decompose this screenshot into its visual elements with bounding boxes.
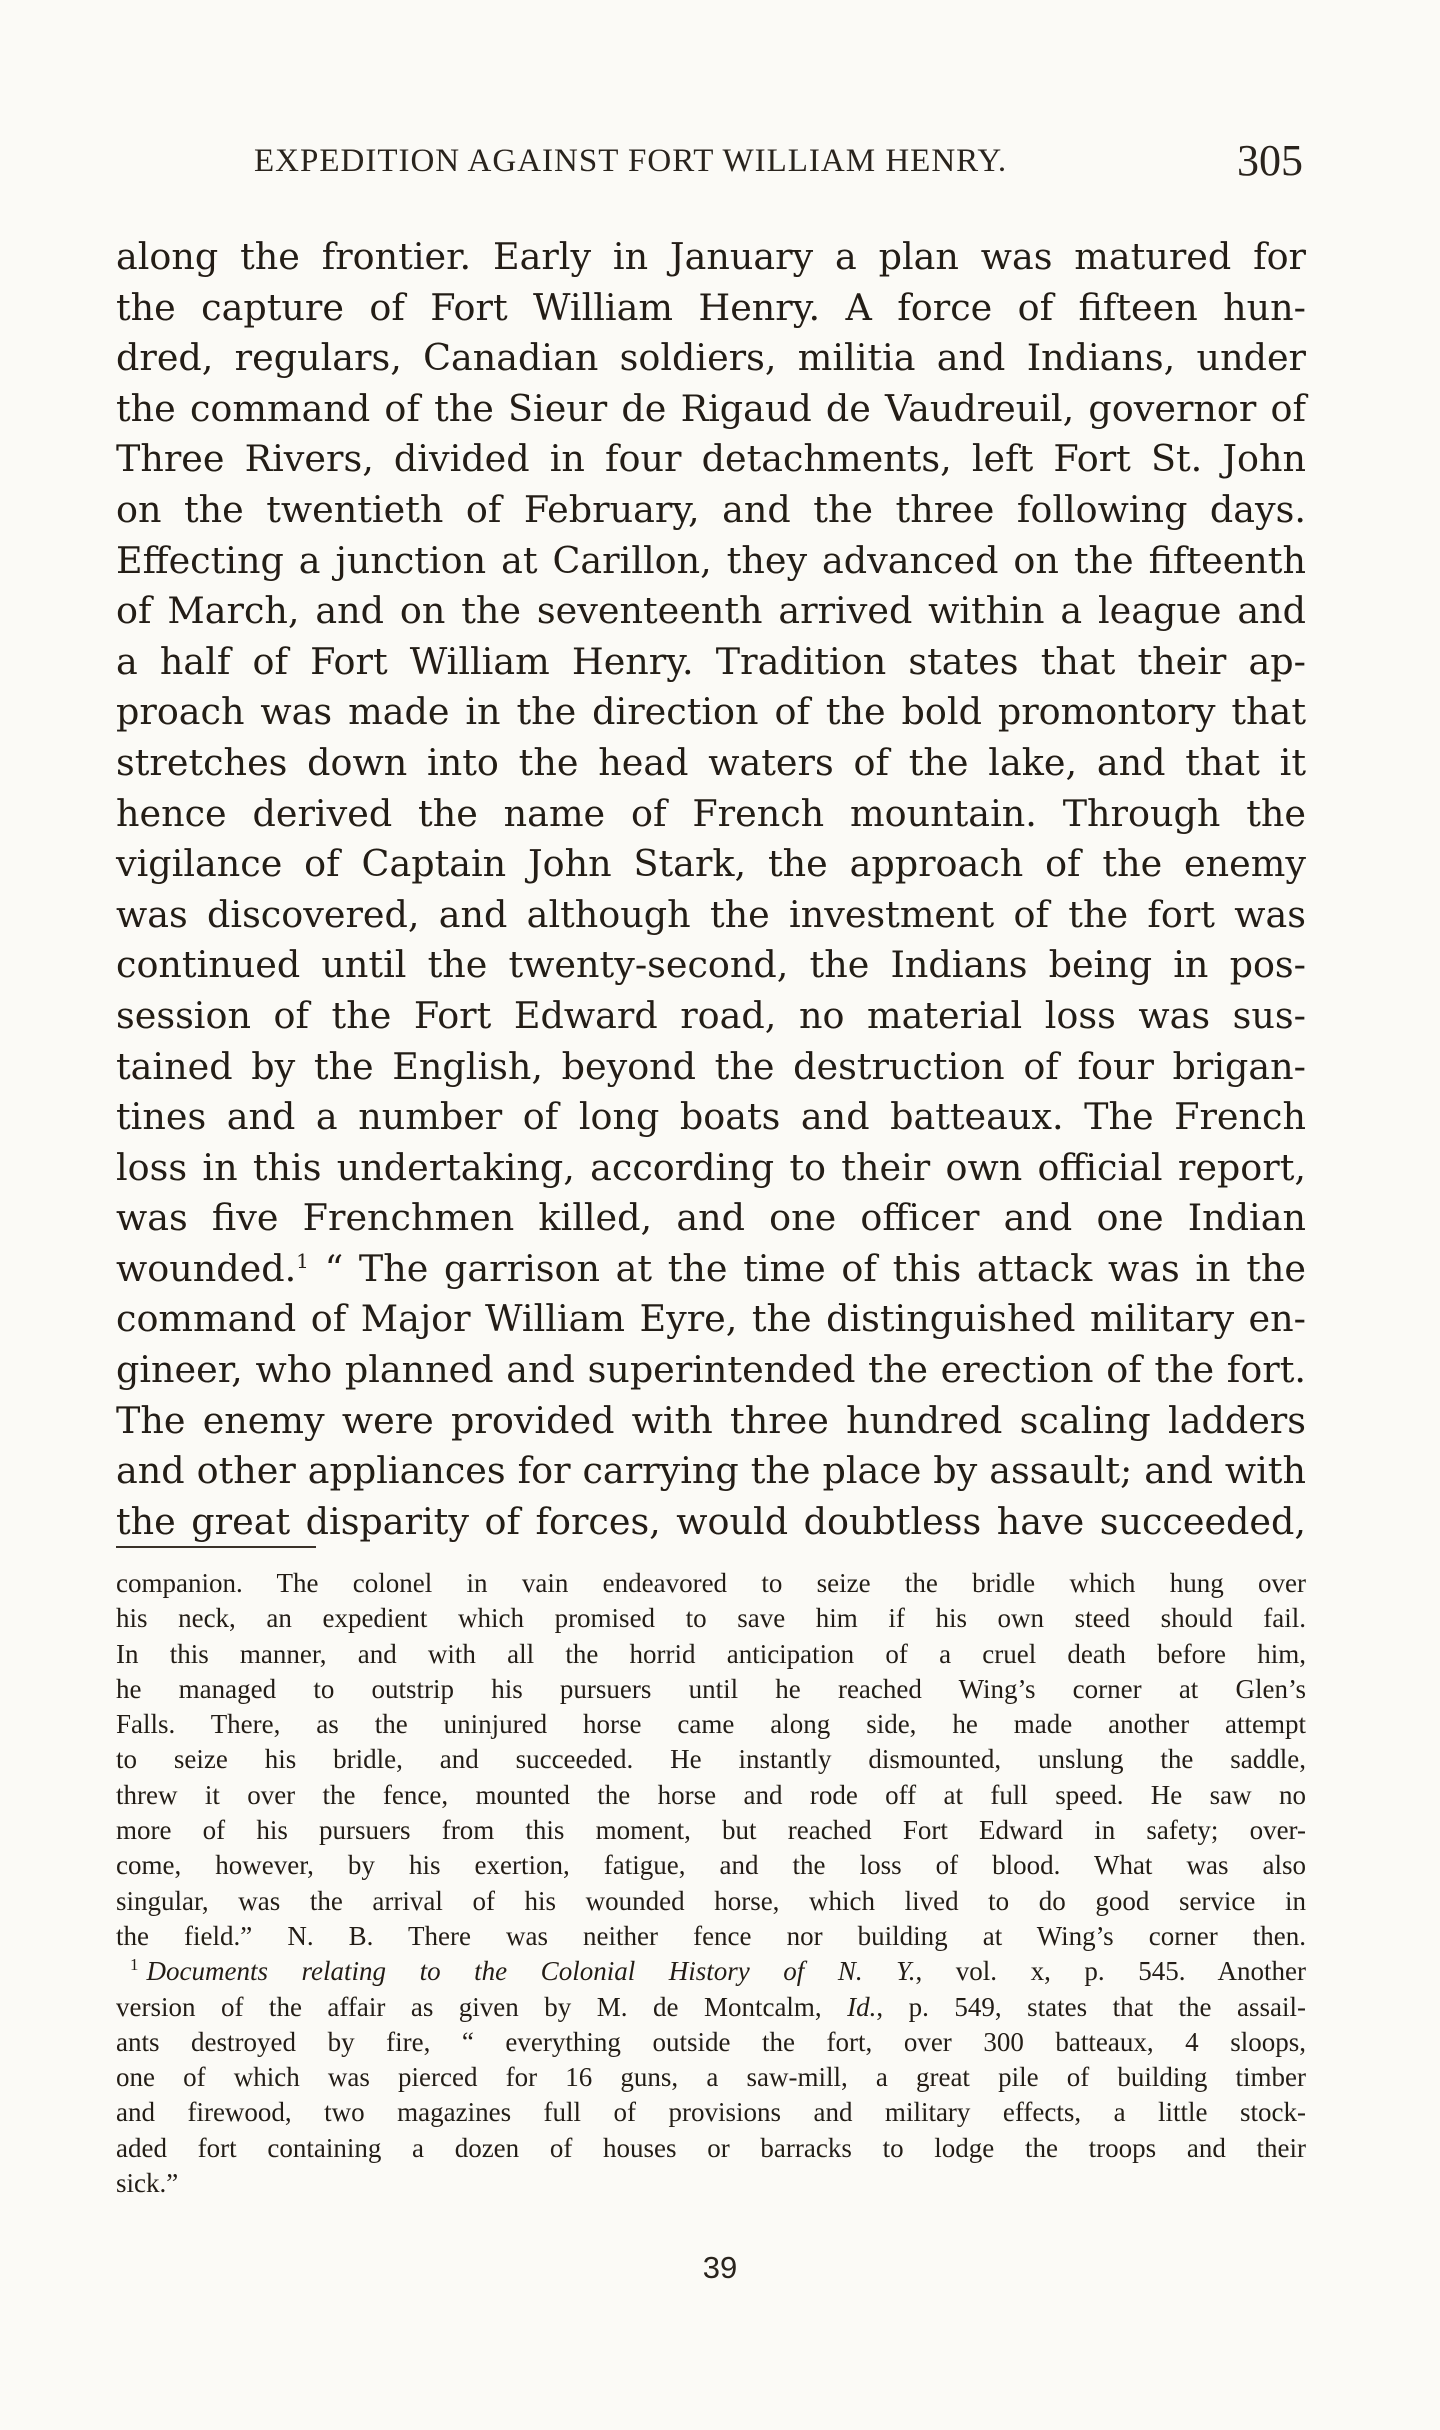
text-fragment: , vol. x, p. 545. Another bbox=[915, 1956, 1306, 1987]
text-line: vigilance of Captain John Stark, the approach of the enemy bbox=[116, 842, 1306, 886]
footnote-marker: 1 bbox=[130, 1955, 139, 1975]
text-fragment: version of the affair as given by M. de Montcalm, bbox=[116, 1991, 848, 2022]
footnote-line: his neck, an expedient which promised to save him if his own steed should fail. bbox=[116, 1603, 1306, 1634]
footnote-line: Falls. There, as the uninjured horse came along side, he made another attempt bbox=[116, 1709, 1306, 1740]
text-line: the capture of Fort William Henry. A force of fifteen hun- bbox=[116, 285, 1306, 329]
text-line: was five Frenchmen killed, and one officer and one Indian bbox=[116, 1196, 1306, 1240]
text-line: The enemy were provided with three hundred scaling ladders bbox=[116, 1398, 1306, 1442]
footnote-line: ants destroyed by fire, “ everything outside the fort, over 300 batteaux, 4 sloops, bbox=[116, 2026, 1306, 2057]
page-number: 305 bbox=[1237, 136, 1303, 185]
footnote-line: come, however, by his exertion, fatigue, and the loss of blood. What was also bbox=[116, 1850, 1306, 1881]
footnote-line: the field.” N. B. There was neither fence nor building at Wing’s corner then. bbox=[116, 1920, 1306, 1951]
text-fragment: , p. 549, states that the assail- bbox=[876, 1991, 1306, 2022]
text-line: command of Major William Eyre, the distinguished military en- bbox=[116, 1297, 1306, 1341]
footnote-line: he managed to outstrip his pursuers until he reached Wing’s corner at Glen’s bbox=[116, 1673, 1306, 1704]
text-line: hence derived the name of French mountain. Through the bbox=[116, 791, 1306, 835]
running-title: EXPEDITION AGAINST FORT WILLIAM HENRY. bbox=[254, 143, 1008, 179]
text-line: tines and a number of long boats and batteaux. The French bbox=[116, 1095, 1306, 1139]
footnote-divider bbox=[116, 1546, 316, 1548]
text-line: along the frontier. Early in January a plan was matured for bbox=[116, 235, 1306, 278]
footnote-line: aded fort containing a dozen of houses or barracks to lodge the troops and their bbox=[116, 2132, 1306, 2163]
text-line: the great disparity of forces, would doubtless have succeeded, bbox=[116, 1499, 1306, 1543]
footnote-line: In this manner, and with all the horrid anticipation of a cruel death before him, bbox=[116, 1638, 1306, 1669]
footnote-line: one of which was pierced for 16 guns, a saw-mill, a great pile of building timber bbox=[116, 2062, 1306, 2093]
footnote-line bbox=[116, 1990, 1306, 2025]
text-line: proach was made in the direction of the bold promontory that bbox=[116, 690, 1306, 734]
text-line: gineer, who planned and superintended the erection of the fort. bbox=[116, 1348, 1306, 1392]
text-line: was discovered, and although the investment of the fort was bbox=[116, 892, 1306, 936]
footnote-line: to seize his bridle, and succeeded. He instantly dismounted, unslung the saddle, bbox=[116, 1744, 1306, 1775]
footnote-line: and firewood, two magazines full of provisions and military effects, a little stock- bbox=[116, 2097, 1306, 2128]
citation-title: Documents relating to the Colonial History of N. Y. bbox=[146, 1956, 916, 1987]
text-line: stretches down into the head waters of the lake, and that it bbox=[116, 740, 1306, 784]
text-line: the command of the Sieur de Rigaud de Vaudreuil, governor of bbox=[116, 386, 1306, 430]
footnote-1-first-line bbox=[116, 1954, 1306, 1989]
text-line: dred, regulars, Canadian soldiers, militia and Indians, under bbox=[116, 336, 1306, 380]
footnote-line: sick.” bbox=[116, 2168, 179, 2199]
text-line: on the twentieth of February, and the three following days. bbox=[116, 487, 1306, 531]
footnote-line: companion. The colonel in vain endeavored to seize the bridle which hung over bbox=[116, 1568, 1306, 1598]
main-text bbox=[116, 232, 1306, 1547]
running-header bbox=[254, 136, 1303, 193]
footnote-line: more of his pursuers from this moment, but reached Fort Edward in safety; over- bbox=[116, 1815, 1306, 1846]
text-fragment: “ The garrison at the time of this attack was in the bbox=[308, 1246, 1306, 1290]
text-line: Effecting a junction at Carillon, they advanced on the fifteenth bbox=[116, 538, 1306, 582]
citation-ibid: Id. bbox=[847, 1991, 877, 2022]
text-line: tained by the English, beyond the destruction of four brigan- bbox=[116, 1044, 1306, 1088]
footnote-line: singular, was the arrival of his wounded horse, which lived to do good service in bbox=[116, 1885, 1306, 1916]
text-line: session of the Fort Edward road, no material loss was sus- bbox=[116, 993, 1306, 1037]
text-line: continued until the twenty-second, the Indians being in pos- bbox=[116, 943, 1306, 987]
text-line: a half of Fort William Henry. Tradition states that their ap- bbox=[116, 639, 1306, 683]
text-line: loss in this undertaking, according to their own official report, bbox=[116, 1145, 1306, 1189]
footnotes bbox=[116, 1566, 1306, 2201]
text-line: and other appliances for carrying the place by assault; and with bbox=[116, 1449, 1306, 1493]
text-line-with-footnote bbox=[116, 1244, 1306, 1295]
footnote-reference[interactable]: 1 bbox=[296, 1248, 309, 1273]
text-line: Three Rivers, divided in four detachments, left Fort St. John bbox=[116, 437, 1306, 481]
text-line: of March, and on the seventeenth arrived within a league and bbox=[116, 589, 1306, 633]
footnote-line: threw it over the fence, mounted the horse and rode off at full speed. He saw no bbox=[116, 1779, 1306, 1810]
signature-mark: 39 bbox=[702, 2250, 738, 2285]
text-fragment: wounded. bbox=[116, 1246, 297, 1290]
